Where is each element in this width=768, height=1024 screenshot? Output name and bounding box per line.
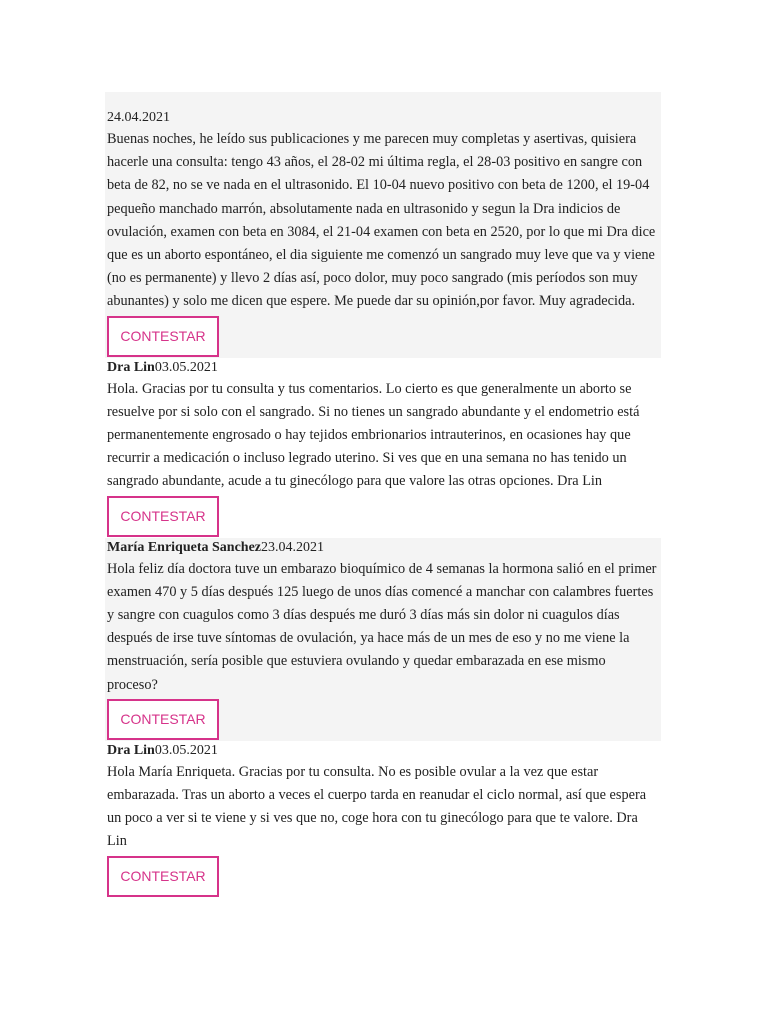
- comment-text: Hola. Gracias por tu consulta y tus comentarios. Lo cierto es que generalmente un aborto se resuelve por si solo con el sangrado. Si no tienes un sangrado abundante y el endometrio está permanentemente engrosado o hay tejidos embrionarios intrauterinos, en ocasiones hay que recurrir a medicación o incluso legrado uterino. Si ves que en una semana no has tenido un sangrado abundante, acude a tu ginecólogo para que valore las otras opciones. Dra Lin: [107, 380, 640, 490]
- comment-text: Hola feliz día doctora tuve un embarazo bioquímico de 4 semanas la hormona salió en el primer examen 470 y 5 días después 125 luego de unos días comencé a manchar con calambres fuertes y sangre con cuagulos como 3 días después me duró 3 días más sin dolor ni cuagulos días después de irse tuve síntomas de ovulación, ya hace más de un mes de eso y no me viene la menstruación, sería posible que estuviera ovulando y quedar embarazada en ese mismo proceso?: [107, 560, 657, 693]
- reply-button[interactable]: CONTESTAR: [107, 316, 219, 357]
- comment-question-1: [105, 92, 661, 358]
- comment-thread: [105, 92, 661, 898]
- comment-answer-1: [105, 358, 661, 538]
- reply-row: [107, 697, 659, 741]
- comment-meta: [107, 538, 659, 558]
- reply-row: [107, 854, 659, 898]
- comment-date: 03.05.2021: [154, 359, 218, 375]
- comment-author: María Enriqueta Sanchez: [107, 539, 261, 555]
- comment-meta: [107, 358, 659, 378]
- comment-answer-2: [105, 741, 661, 898]
- reply-row: [107, 494, 659, 538]
- reply-row: [107, 314, 659, 358]
- comment-date: 24.04.2021: [107, 110, 170, 125]
- comment-author: Dra Lin: [107, 359, 155, 375]
- comment-question-2: [105, 538, 661, 741]
- reply-button[interactable]: CONTESTAR: [107, 856, 219, 897]
- comment-date: 23.04.2021: [261, 539, 324, 555]
- reply-button[interactable]: CONTESTAR: [107, 699, 219, 740]
- reply-button[interactable]: CONTESTAR: [107, 496, 219, 537]
- comment-meta: [107, 108, 659, 128]
- comment-text: Buenas noches, he leído sus publicaciones y me parecen muy completas y asertivas, quisiera hacerle una consulta: tengo 43 años, el 28-02 mi última regla, el 28-03 positivo en sangre con beta de 82, no se ve nada en el ultrasonido. El 10-04 nuevo positivo con beta de 1200, el 19-04 pequeño manchado marrón, absolutamente nada en ultrasonido y segun la Dra indicios de ovulación, examen con beta en 3084, el 21-04 examen con beta en 2520, por lo que mi Dra dice que es un aborto espontáneo, el dia siguiente me comenzó un sangrado muy leve que va y viene (no es permanente) y llevo 2 días así, poco dolor, muy poco sangrado (mis períodos son muy abunantes) y solo me dicen que espere. Me puede dar su opinión,por favor. Muy agradecida.: [107, 131, 656, 310]
- comment-text: Hola María Enriqueta. Gracias por tu consulta. No es posible ovular a la vez que estar embarazada. Tras un aborto a veces el cuerpo tarda en reanudar el ciclo normal, así que espera un poco a ver si te viene y si ves que no, coge hora con tu ginecólogo para que te valore. Dra Lin: [107, 763, 647, 850]
- comment-date: 03.05.2021: [154, 742, 218, 758]
- comment-author: Dra Lin: [107, 742, 155, 758]
- comment-meta: [107, 741, 659, 761]
